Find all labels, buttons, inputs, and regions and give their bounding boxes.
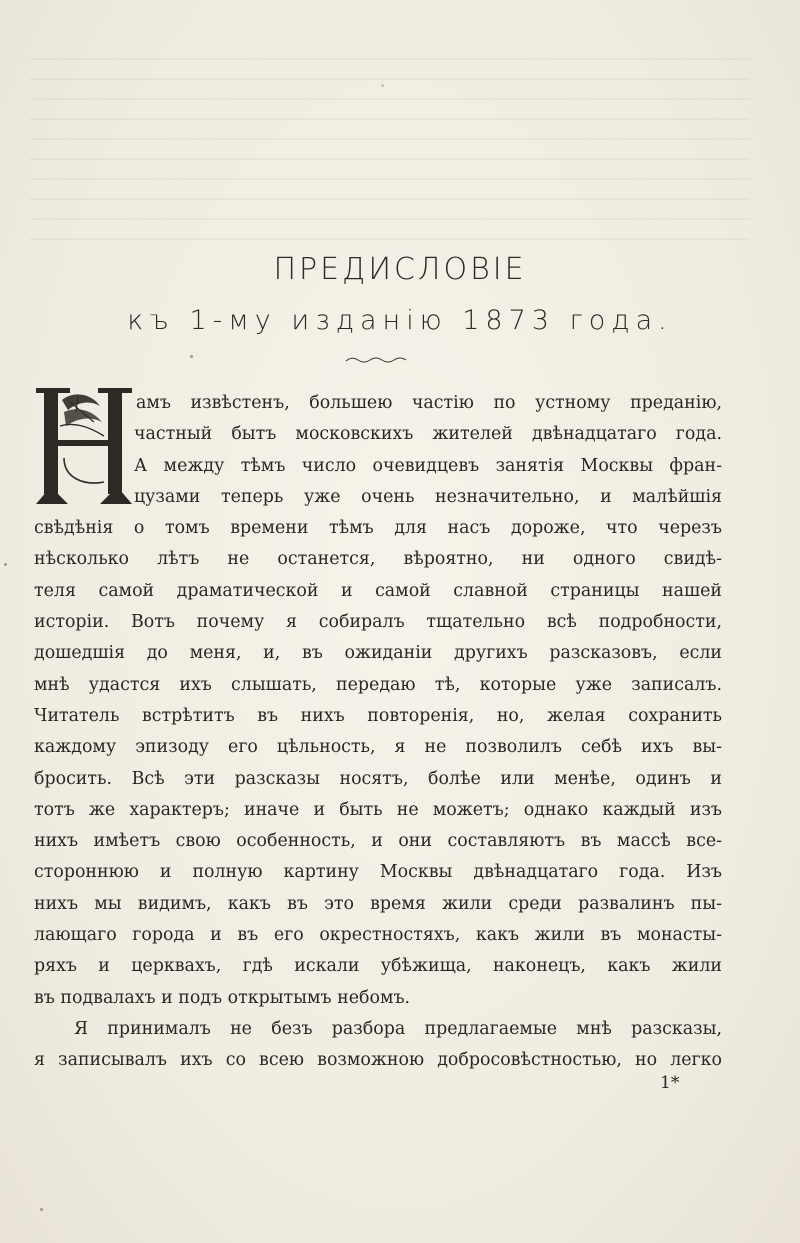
text-line: исторіи. Вотъ почему я собиралъ тщательно всѣ подробности, <box>34 612 722 633</box>
text-line: въ подвалахъ и подъ открытымъ небомъ. <box>34 987 411 1008</box>
text-line: лающаго города и въ его окрестностяхъ, какъ жили въ монасты- <box>34 925 722 946</box>
preface-text <box>34 388 722 1077</box>
text-line: нихъ мы видимъ, какъ въ это время жили среди развалинъ пы- <box>34 893 722 914</box>
page-subtitle: къ 1-му изданію 1873 года. <box>127 305 673 336</box>
text-line: свѣдѣнія о томъ времени тѣмъ для насъ дороже, что черезъ <box>34 518 722 539</box>
paper-speck <box>4 563 7 566</box>
page-title: ПРЕДИСЛОВІЕ <box>273 252 527 287</box>
text-line: амъ извѣстенъ, большею частію по устному преданію, <box>136 393 722 413</box>
text-line: нѣсколько лѣтъ не останется, вѣроятно, ни одного свидѣ- <box>34 549 722 570</box>
text-line: тотъ же характеръ; иначе и быть не можетъ; однако каждый изъ <box>34 799 722 820</box>
text-line: частный бытъ московскихъ жителей двѣнадцатаго года. <box>134 424 722 445</box>
divider-ornament-icon <box>344 354 408 366</box>
text-line: цузами теперь уже очень незначительно, и малѣйшія <box>134 486 722 507</box>
text-line: Я принималъ не безъ разбора предлагаемые мнѣ разсказы, <box>74 1018 722 1039</box>
text-line: Читатель встрѣтитъ въ нихъ повторенія, но, желая сохранить <box>34 705 722 726</box>
text-line: ряхъ и церквахъ, гдѣ искали убѣжища, наконецъ, какъ жили <box>34 956 722 977</box>
text-line: бросить. Всѣ эти разсказы носятъ, болѣе или менѣе, одинъ и <box>34 768 722 789</box>
text-line: нихъ имѣетъ свою особенность, и они составляютъ въ массѣ все- <box>34 831 722 852</box>
text-line: теля самой драматической и самой славной страницы нашей <box>34 580 722 601</box>
text-line: каждому эпизоду его цѣльность, я не позволилъ себѣ ихъ вы- <box>34 737 722 758</box>
text-line: А между тѣмъ число очевидцевъ занятія Москвы фран- <box>134 455 722 476</box>
page-signature: 1* <box>660 1073 680 1093</box>
text-line: дошедшія до меня, и, въ ожиданіи другихъ разсказовъ, если <box>34 643 722 664</box>
text-line: стороннюю и полную картину Москвы двѣнадцатаго года. Изъ <box>34 862 722 883</box>
paper-speck <box>40 1208 43 1211</box>
paper-speck <box>190 355 193 358</box>
text-line: я записывалъ ихъ со всею возможною добросовѣстностью, но легко <box>34 1050 722 1071</box>
paper-speck <box>381 84 384 87</box>
show-through-text <box>30 40 750 240</box>
text-line: мнѣ удастся ихъ слышать, передаю тѣ, которые уже записалъ. <box>34 674 722 695</box>
